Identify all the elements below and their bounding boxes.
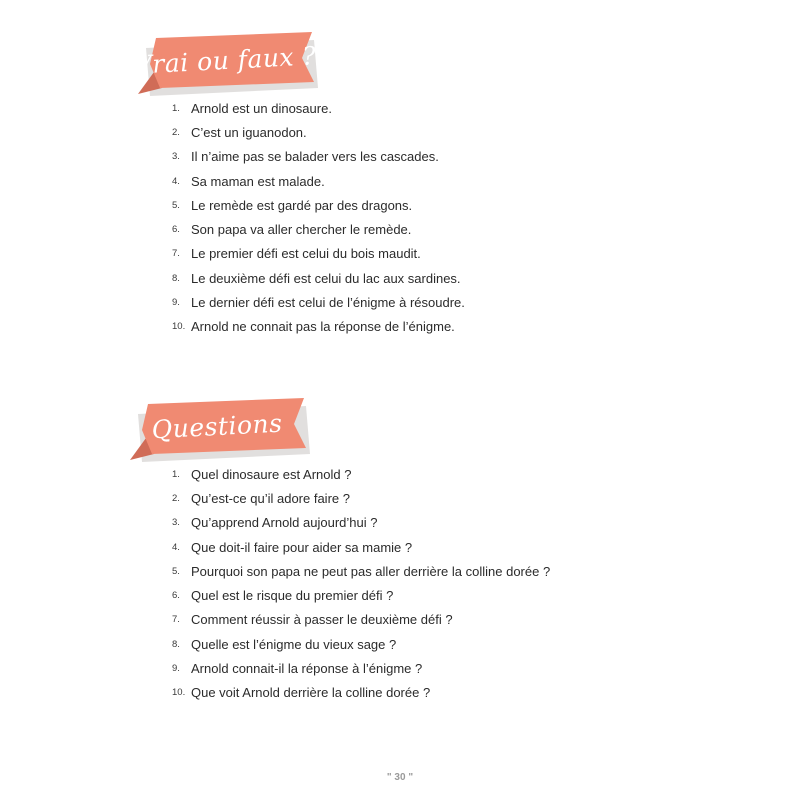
list-item (172, 145, 465, 169)
section-banner-vrai-ou-faux (133, 28, 322, 102)
item-text: Arnold connait-il la réponse à l’énigme ? (191, 661, 423, 677)
list-item (172, 632, 550, 656)
item-number: 2. (172, 126, 180, 138)
list-item (172, 486, 550, 510)
item-number: 4. (172, 541, 180, 553)
section-title: Questions (150, 408, 284, 444)
item-text: Comment réussir à passer le deuxième défi ? (191, 612, 453, 628)
item-text: Que doit-il faire pour aider sa mamie ? (191, 539, 413, 555)
item-text: Quel est le risque du premier défi ? (191, 588, 394, 604)
item-number: 1. (172, 468, 180, 480)
item-number: 9. (172, 297, 180, 309)
list-item (172, 266, 465, 290)
list-item (172, 583, 550, 607)
list-item (172, 96, 465, 120)
section-banner-questions (128, 394, 314, 468)
item-number: 9. (172, 663, 180, 675)
item-text: Quelle est l’énigme du vieux sage ? (191, 636, 397, 652)
list-item (172, 462, 550, 486)
item-text: Qu’apprend Arnold aujourd’hui ? (191, 515, 378, 531)
item-number: 4. (172, 175, 180, 187)
item-text: Le deuxième défi est celui du lac aux sardines. (191, 270, 461, 286)
item-number: 6. (172, 224, 180, 236)
list-item (172, 511, 550, 535)
item-number: 3. (172, 517, 180, 529)
list-item (172, 242, 465, 266)
list-item (172, 169, 465, 193)
item-text: Il n’aime pas se balader vers les cascades. (191, 149, 439, 165)
list-item (172, 315, 465, 339)
list-item (172, 217, 465, 241)
item-text: Le dernier défi est celui de l’énigme à résoudre. (191, 295, 465, 311)
item-text: C’est un iguanodon. (191, 124, 307, 140)
item-text: Que voit Arnold derrière la colline dorée ? (191, 685, 431, 701)
page-number: " 30 " (386, 772, 414, 783)
list-item (172, 290, 465, 314)
section-title: Vrai ou faux ? (133, 40, 317, 80)
list-item (172, 193, 465, 217)
list-item (172, 681, 550, 705)
item-text: Pourquoi son papa ne peut pas aller derrière la colline dorée ? (191, 563, 551, 579)
list-item (172, 535, 550, 559)
item-number: 5. (172, 565, 180, 577)
list-item (172, 608, 550, 632)
list-item (172, 656, 550, 680)
item-text: Quel dinosaure est Arnold ? (191, 466, 352, 482)
item-number: 6. (172, 590, 180, 602)
vrai-ou-faux-list (172, 96, 465, 339)
item-number: 7. (172, 614, 180, 626)
item-number: 2. (172, 492, 180, 504)
item-number: 10. (172, 687, 186, 699)
item-text: Son papa va aller chercher le remède. (191, 222, 412, 238)
item-text: Arnold est un dinosaure. (191, 100, 332, 116)
item-number: 8. (172, 272, 180, 284)
item-number: 7. (172, 248, 180, 260)
item-number: 1. (172, 102, 180, 114)
item-text: Qu’est-ce qu’il adore faire ? (191, 490, 350, 506)
item-number: 10. (172, 321, 186, 333)
list-item (172, 120, 465, 144)
item-text: Sa maman est malade. (191, 173, 325, 189)
item-text: Le premier défi est celui du bois maudit. (191, 246, 421, 262)
item-text: Arnold ne connait pas la réponse de l’énigme. (191, 319, 455, 335)
item-number: 5. (172, 199, 180, 211)
list-item (172, 559, 550, 583)
item-number: 3. (172, 151, 180, 163)
questions-list (172, 462, 550, 705)
item-number: 8. (172, 638, 180, 650)
item-text: Le remède est gardé par des dragons. (191, 197, 413, 213)
